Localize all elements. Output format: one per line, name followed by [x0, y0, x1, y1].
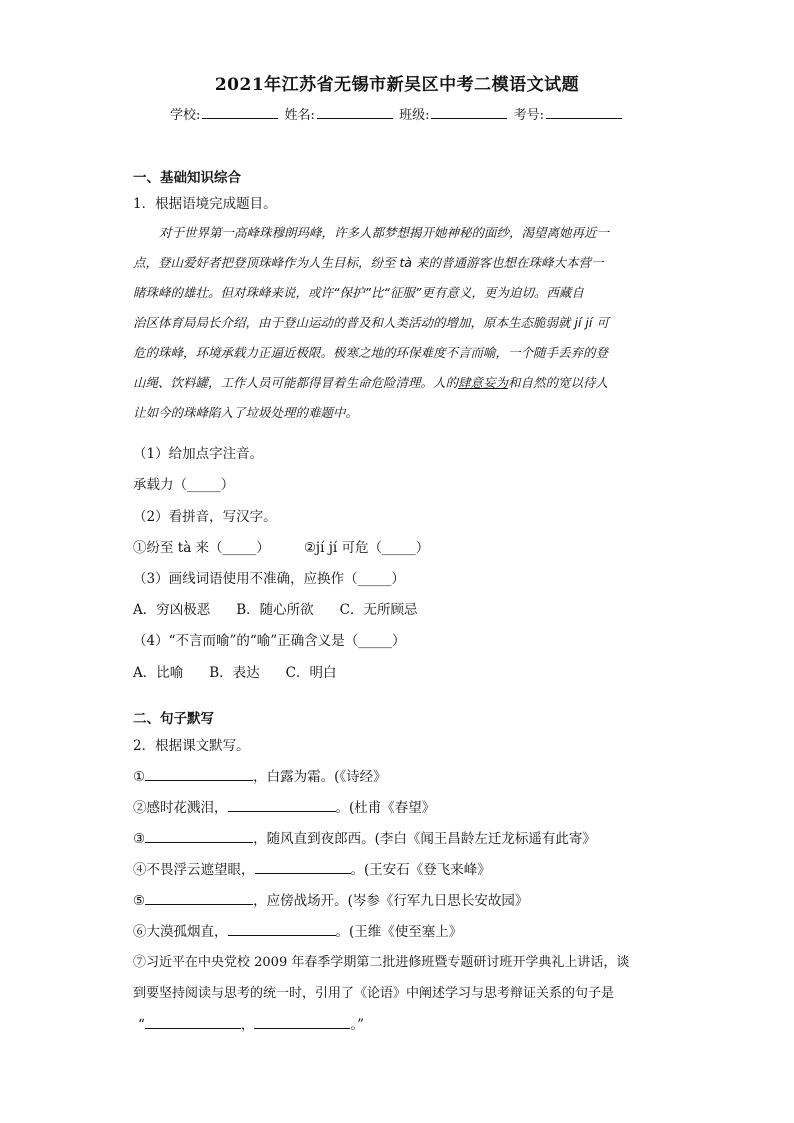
recitation-item [133, 889, 528, 909]
name-field[interactable] [317, 106, 393, 119]
option-c[interactable]: C．明白 [285, 665, 337, 681]
question-1-3: （3）画线词语使用不准确，应换作（_____） [133, 571, 405, 587]
recitation-item [133, 765, 387, 785]
answer-blank[interactable] [255, 862, 351, 874]
item-suffix: 。(王安石《登飞来峰》 [350, 862, 491, 878]
option-a[interactable]: A．比喻 [133, 665, 184, 681]
passage-line: 危的珠峰，环境承载力正逼近极限。极寒之地的环保难度不言而喻，一个随手丢弃的登 [133, 345, 609, 360]
answer-blank[interactable] [145, 769, 253, 781]
question-1-2-b: ②jí jí 可危（_____） [303, 540, 430, 556]
option-c[interactable]: C．无所顾忌 [339, 602, 418, 618]
passage-line-mixed [133, 368, 660, 398]
name-label: 姓名: [284, 108, 315, 123]
school-label: 学校: [170, 108, 201, 123]
close-quote: 。” [350, 1017, 365, 1033]
item-prefix: ④不畏浮云遮望眼， [133, 862, 255, 878]
section-heading-2: 二、句子默写 [133, 711, 214, 727]
class-field[interactable] [431, 106, 507, 119]
item-prefix: ⑥大漠孤烟直， [133, 924, 228, 940]
question-1-prompt: 1．根据语境完成题目。 [133, 196, 277, 212]
item-suffix: 。(王维《使至塞上》 [335, 924, 463, 940]
passage-line: 对于世界第一高峰珠穆朗玛峰，许多人都梦想揭开她神秘的面纱，渴望离她再近一 [159, 225, 610, 240]
passage-line: 让如今的珠峰陷入了垃圾处理的难题中。 [133, 405, 359, 420]
option-b[interactable]: B．表达 [209, 665, 260, 681]
passage-line: 治区体育局局长介绍，由于登山运动的普及和人类活动的增加，原本生态脆弱就 jí jí 可 [133, 315, 609, 330]
item-7-line-2: 到要坚持阅读与思考的统一时，引用了《论语》中阐述学习与思考辩证关系的句子是 [133, 986, 615, 1001]
question-1-2-items [133, 536, 429, 556]
student-info-row [0, 104, 794, 123]
recitation-item [133, 858, 491, 878]
item-suffix: ，白露为霜。(《诗经》 [253, 769, 387, 785]
underlined-word: 肆意妄为 [458, 375, 509, 390]
item-prefix: ① [133, 769, 146, 785]
question-1-2-a: ①纷至 tà 来（_____） [133, 540, 270, 556]
recitation-item [133, 920, 462, 940]
item-7-line-1: ⑦习近平在中央党校 2009 年春季学期第二批进修班暨专题研讨班开学典礼上讲话，谈 [133, 955, 630, 970]
item-7-answer [138, 1013, 364, 1033]
question-1-1: （1）给加点字注音。 [133, 446, 264, 462]
option-b[interactable]: B．随心所欲 [236, 602, 314, 618]
answer-blank[interactable] [145, 893, 253, 905]
recitation-item [133, 796, 435, 816]
class-label: 班级: [399, 108, 430, 123]
answer-blank[interactable] [145, 831, 253, 843]
item-prefix: ③ [133, 831, 146, 847]
section-heading-1: 一、基础知识综合 [133, 170, 241, 186]
passage-text: 和自然的宽以待人 [508, 375, 609, 390]
item-suffix: 。(杜甫《春望》 [335, 800, 436, 816]
answer-blank[interactable] [228, 924, 336, 936]
question-2-prompt: 2．根据课文默写。 [133, 738, 250, 754]
item-prefix: ②感时花溅泪， [133, 800, 228, 816]
question-1-4-options [133, 661, 363, 681]
question-1-2: （2）看拼音，写汉字。 [133, 509, 277, 525]
passage-line: 点，登山爱好者把登顶珠峰作为人生目标，纷至 tà 来的普通游客也想在珠峰大本营一 [133, 255, 604, 270]
school-field[interactable] [202, 106, 278, 119]
passage-text: 山绳、饮料罐，工作人员可能都得冒着生命危险清理。人的 [133, 375, 459, 390]
passage-line: 睹珠峰的雄壮。但对珠峰来说，或许“保护”比“征服”更有意义，更为迫切。西藏自 [133, 285, 584, 300]
answer-blank[interactable] [145, 1017, 241, 1029]
question-1-3-options [133, 598, 444, 618]
passage [133, 218, 660, 428]
item-prefix: ⑤ [133, 893, 146, 909]
recitation-item [133, 827, 596, 847]
question-1-4: （4）“不言而喻”的“喻”正确含义是（_____） [133, 633, 406, 649]
item-suffix: ，应傍战场开。(岑参《行军九日思长安故园》 [253, 893, 529, 909]
item-suffix: ，随风直到夜郎西。(李白《闻王昌龄左迁龙标遥有此寄》 [253, 831, 596, 847]
number-field[interactable] [546, 106, 622, 119]
comma: ， [240, 1017, 255, 1033]
answer-blank[interactable] [228, 800, 336, 812]
page-title: 2021年江苏省无锡市新吴区中考二模语文试题 [214, 75, 580, 95]
open-quote: “ [138, 1017, 145, 1033]
number-label: 考号: [513, 108, 544, 123]
question-1-1-item: 承载力（_____） [133, 477, 235, 493]
option-a[interactable]: A．穷凶极恶 [133, 602, 211, 618]
answer-blank[interactable] [254, 1017, 350, 1029]
